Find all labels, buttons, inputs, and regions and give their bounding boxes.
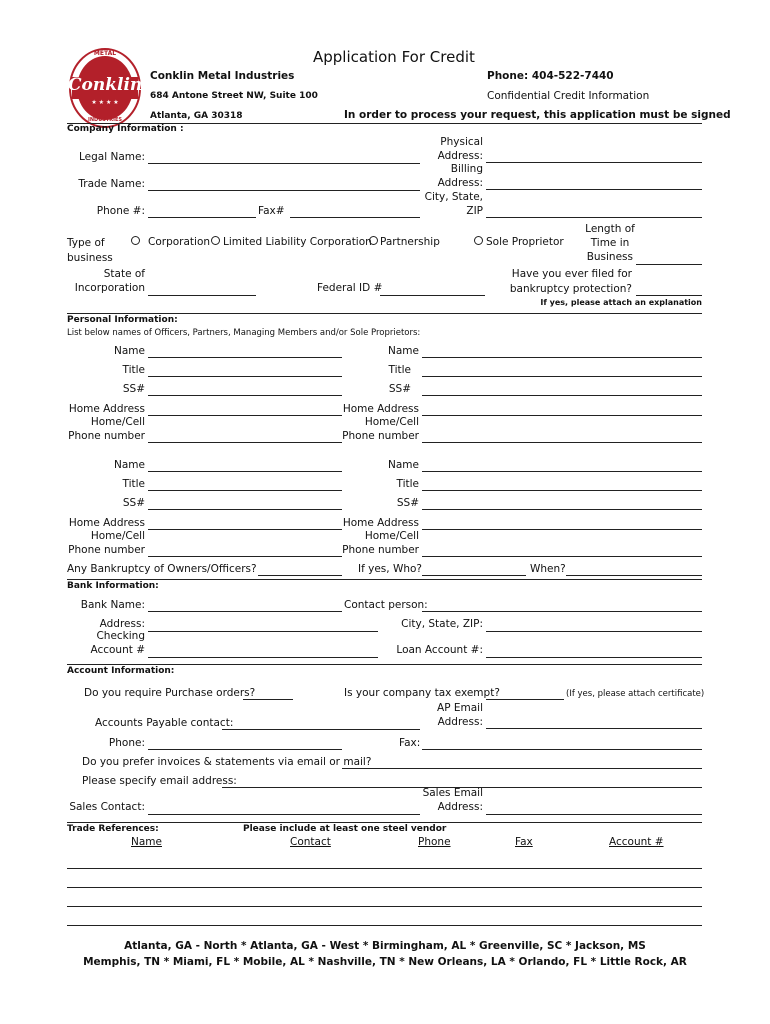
officer-4-address-field[interactable]: [422, 529, 702, 530]
officer-3-address-field[interactable]: [148, 529, 342, 530]
steel-vendor-note: Please include at least one steel vendor: [243, 824, 447, 834]
checking-account-field[interactable]: [148, 657, 378, 658]
officer-2-title-label: Title: [388, 364, 411, 376]
company-fax-label: Fax#: [258, 205, 285, 217]
state-label-1: State of: [103, 268, 145, 280]
officer-2-phone-label: Phone number: [342, 430, 419, 442]
federal-id-field[interactable]: [380, 295, 485, 296]
officer-4-title-field[interactable]: [422, 490, 702, 491]
trade-row-2[interactable]: [67, 887, 702, 888]
loan-account-field[interactable]: [486, 657, 702, 658]
trade-name-field[interactable]: [148, 190, 420, 191]
officer-2-title-field[interactable]: [422, 376, 702, 377]
officer-2-ss-label: SS#: [388, 383, 411, 395]
length-label-2: Time in: [590, 237, 630, 249]
company-logo: [68, 47, 142, 129]
checking-label-1: Checking: [96, 630, 145, 642]
bank-city-field[interactable]: [486, 631, 702, 632]
logo-top-text: METAL: [93, 50, 117, 57]
officer-2-name-field[interactable]: [422, 357, 702, 358]
ap-contact-label: Accounts Payable contact:: [95, 717, 234, 729]
company-section-title: Company Information :: [67, 124, 184, 134]
when-field[interactable]: [566, 575, 702, 576]
state-of-incorporation-field[interactable]: [148, 295, 256, 296]
officer-1-ss-label: SS#: [122, 383, 145, 395]
officer-4-name-field[interactable]: [422, 471, 702, 472]
personal-section-title: Personal Information:: [67, 315, 178, 325]
purchase-orders-label: Do you require Purchase orders?: [84, 687, 256, 699]
officer-1-address-field[interactable]: [148, 415, 342, 416]
officer-3-address-label: Home Address: [68, 517, 145, 529]
sole-proprietor-radio[interactable]: [474, 236, 483, 245]
officer-3-homecell-label: Home/Cell: [90, 530, 145, 542]
officer-1-name-label: Name: [114, 345, 145, 357]
account-phone-field[interactable]: [148, 749, 342, 750]
legal-name-field[interactable]: [148, 163, 420, 164]
if-yes-who-field[interactable]: [422, 575, 526, 576]
purchase-orders-field[interactable]: [243, 699, 293, 700]
footer-locations-2: Memphis, TN * Miami, FL * Mobile, AL * Nashville, TN * New Orleans, LA * Orlando, FL * Little Rock, AR: [83, 956, 687, 968]
bankruptcy-field[interactable]: [636, 295, 702, 296]
logo-bottom-text: INDUSTRIES: [88, 117, 122, 123]
trade-row-4[interactable]: [67, 925, 702, 926]
officer-1-phone-label: Phone number: [68, 430, 145, 442]
business-type-label-2: business: [67, 252, 113, 264]
officer-2-ss-field[interactable]: [422, 395, 702, 396]
bank-address-label: Address:: [99, 618, 145, 630]
length-label-1: Length of: [585, 223, 635, 235]
officer-3-name-field[interactable]: [148, 471, 342, 472]
bank-address-field[interactable]: [148, 631, 378, 632]
account-fax-field[interactable]: [422, 749, 702, 750]
officer-1-homecell-label: Home/Cell: [90, 416, 145, 428]
tax-exempt-field[interactable]: [486, 699, 564, 700]
officer-2-name-label: Name: [388, 345, 419, 357]
invoice-preference-field[interactable]: [342, 768, 702, 769]
logo-main-text: Conklin: [68, 75, 143, 95]
state-label-2: Incorporation: [74, 282, 145, 294]
sales-contact-label: Sales Contact:: [69, 801, 145, 813]
partnership-radio[interactable]: [369, 236, 378, 245]
invoice-preference-label: Do you prefer invoices & statements via email or mail?: [82, 756, 372, 768]
city-state-zip-field[interactable]: [486, 217, 702, 218]
company-fax-field[interactable]: [290, 217, 420, 218]
officer-1-address-label: Home Address: [68, 403, 145, 415]
company-name: Conklin Metal Industries: [150, 70, 295, 82]
bank-section-title: Bank Information:: [67, 581, 159, 591]
trade-section-title: Trade References:: [67, 824, 159, 834]
sales-email-label-1: Sales Email: [422, 787, 483, 799]
ap-email-field[interactable]: [486, 728, 702, 729]
trade-col-account: Account #: [609, 836, 664, 848]
trade-col-fax: Fax: [515, 836, 533, 848]
tax-exempt-note: (If yes, please attach certificate): [566, 689, 705, 699]
trade-row-3[interactable]: [67, 906, 702, 907]
company-phone-label: Phone #:: [96, 205, 145, 217]
specify-email-label: Please specify email address:: [82, 775, 237, 787]
officer-4-name-label: Name: [388, 459, 419, 471]
account-divider: [67, 822, 702, 823]
checking-label-2: Account #: [90, 644, 145, 656]
officer-3-ss-label: SS#: [122, 497, 145, 509]
officer-2-homecell-label: Home/Cell: [364, 416, 419, 428]
account-fax-label: Fax:: [399, 737, 421, 749]
officer-3-phone-label: Phone number: [68, 544, 145, 556]
bank-name-field[interactable]: [148, 611, 342, 612]
sales-email-field[interactable]: [486, 814, 702, 815]
business-type-label-1: Type of: [67, 237, 105, 249]
company-divider: [67, 313, 702, 314]
corporation-label: Corporation: [148, 236, 211, 248]
billing-address-label-1: Billing: [450, 163, 483, 175]
if-yes-who-label: If yes, Who?: [358, 563, 422, 575]
officer-3-phone-field[interactable]: [148, 556, 342, 557]
officer-1-title-field[interactable]: [148, 376, 342, 377]
trade-name-label: Trade Name:: [78, 178, 145, 190]
bank-divider: [67, 664, 702, 665]
physical-address-field[interactable]: [486, 162, 702, 163]
officer-2-address-label: Home Address: [342, 403, 419, 415]
page-title: Application For Credit: [313, 48, 475, 66]
officer-4-ss-field[interactable]: [422, 509, 702, 510]
officer-4-ss-label: SS#: [396, 497, 419, 509]
confidential-label: Confidential Credit Information: [487, 90, 650, 102]
sales-email-label-2: Address:: [437, 801, 483, 813]
length-in-business-field[interactable]: [636, 264, 702, 265]
owners-bankruptcy-field[interactable]: [258, 575, 342, 576]
logo-stars: ★ ★ ★ ★: [91, 99, 119, 106]
bank-city-label: City, State, ZIP:: [401, 618, 483, 630]
officer-3-title-field[interactable]: [148, 490, 342, 491]
officer-4-phone-field[interactable]: [422, 556, 702, 557]
officer-1-title-label: Title: [122, 364, 145, 376]
officer-3-ss-field[interactable]: [148, 509, 342, 510]
officer-3-name-label: Name: [114, 459, 145, 471]
officer-3-title-label: Title: [122, 478, 145, 490]
billing-address-label-2: Address:: [437, 177, 483, 189]
personal-divider: [67, 579, 702, 580]
bankruptcy-note: If yes, please attach an explanation: [540, 298, 702, 307]
bankruptcy-question-2: bankruptcy protection?: [509, 283, 632, 295]
bank-name-label: Bank Name:: [80, 599, 145, 611]
bank-contact-label: Contact person:: [344, 599, 428, 611]
trade-col-phone: Phone: [418, 836, 451, 848]
bank-contact-field[interactable]: [422, 611, 702, 612]
llc-radio[interactable]: [211, 236, 220, 245]
loan-account-label: Loan Account #:: [396, 644, 483, 656]
corporation-radio[interactable]: [131, 236, 140, 245]
officer-1-ss-field[interactable]: [148, 395, 342, 396]
legal-name-label: Legal Name:: [79, 151, 145, 163]
company-city: Atlanta, GA 30318: [150, 111, 243, 121]
officer-4-address-label: Home Address: [342, 517, 419, 529]
trade-row-1[interactable]: [67, 868, 702, 869]
company-address: 684 Antone Street NW, Suite 100: [150, 91, 318, 101]
sole-proprietor-label: Sole Proprietor: [486, 236, 564, 248]
company-phone: Phone: 404-522-7440: [487, 70, 614, 82]
when-label: When?: [530, 563, 566, 575]
ap-email-label-2: Address:: [437, 716, 483, 728]
account-phone-label: Phone:: [108, 737, 145, 749]
sales-contact-field[interactable]: [148, 814, 420, 815]
trade-col-name: Name: [131, 836, 162, 848]
officer-1-phone-field[interactable]: [148, 442, 342, 443]
officer-4-title-label: Title: [396, 478, 419, 490]
officer-4-homecell-label: Home/Cell: [364, 530, 419, 542]
company-phone-field[interactable]: [148, 217, 256, 218]
ap-contact-field[interactable]: [222, 729, 420, 730]
tax-exempt-label: Is your company tax exempt?: [344, 687, 500, 699]
officer-2-address-field[interactable]: [422, 415, 702, 416]
city-state-label-1: City, State,: [424, 191, 483, 203]
partnership-label: Partnership: [380, 236, 440, 248]
signature-notice: In order to process your request, this application must be signed: [344, 109, 731, 121]
trade-col-contact: Contact: [290, 836, 331, 848]
federal-id-label: Federal ID #: [317, 282, 383, 294]
footer-locations-1: Atlanta, GA - North * Atlanta, GA - West * Birmingham, AL * Greenville, SC * Jackson, MS: [124, 940, 646, 952]
bankruptcy-question-1: Have you ever filed for: [511, 268, 632, 280]
physical-address-label-2: Address:: [437, 150, 483, 162]
physical-address-label-1: Physical: [440, 136, 483, 148]
officer-4-phone-label: Phone number: [342, 544, 419, 556]
account-section-title: Account Information:: [67, 666, 175, 676]
ap-email-label-1: AP Email: [437, 702, 483, 714]
billing-address-field[interactable]: [486, 189, 702, 190]
officer-1-name-field[interactable]: [148, 357, 342, 358]
owners-bankruptcy-label: Any Bankruptcy of Owners/Officers?: [67, 563, 257, 575]
officer-2-phone-field[interactable]: [422, 442, 702, 443]
length-label-3: Business: [586, 251, 633, 263]
personal-instructions: List below names of Officers, Partners, Managing Members and/or Sole Proprietors:: [67, 328, 421, 338]
llc-label: Limited Liability Corporation: [223, 236, 372, 248]
city-state-label-2: ZIP: [466, 205, 483, 217]
